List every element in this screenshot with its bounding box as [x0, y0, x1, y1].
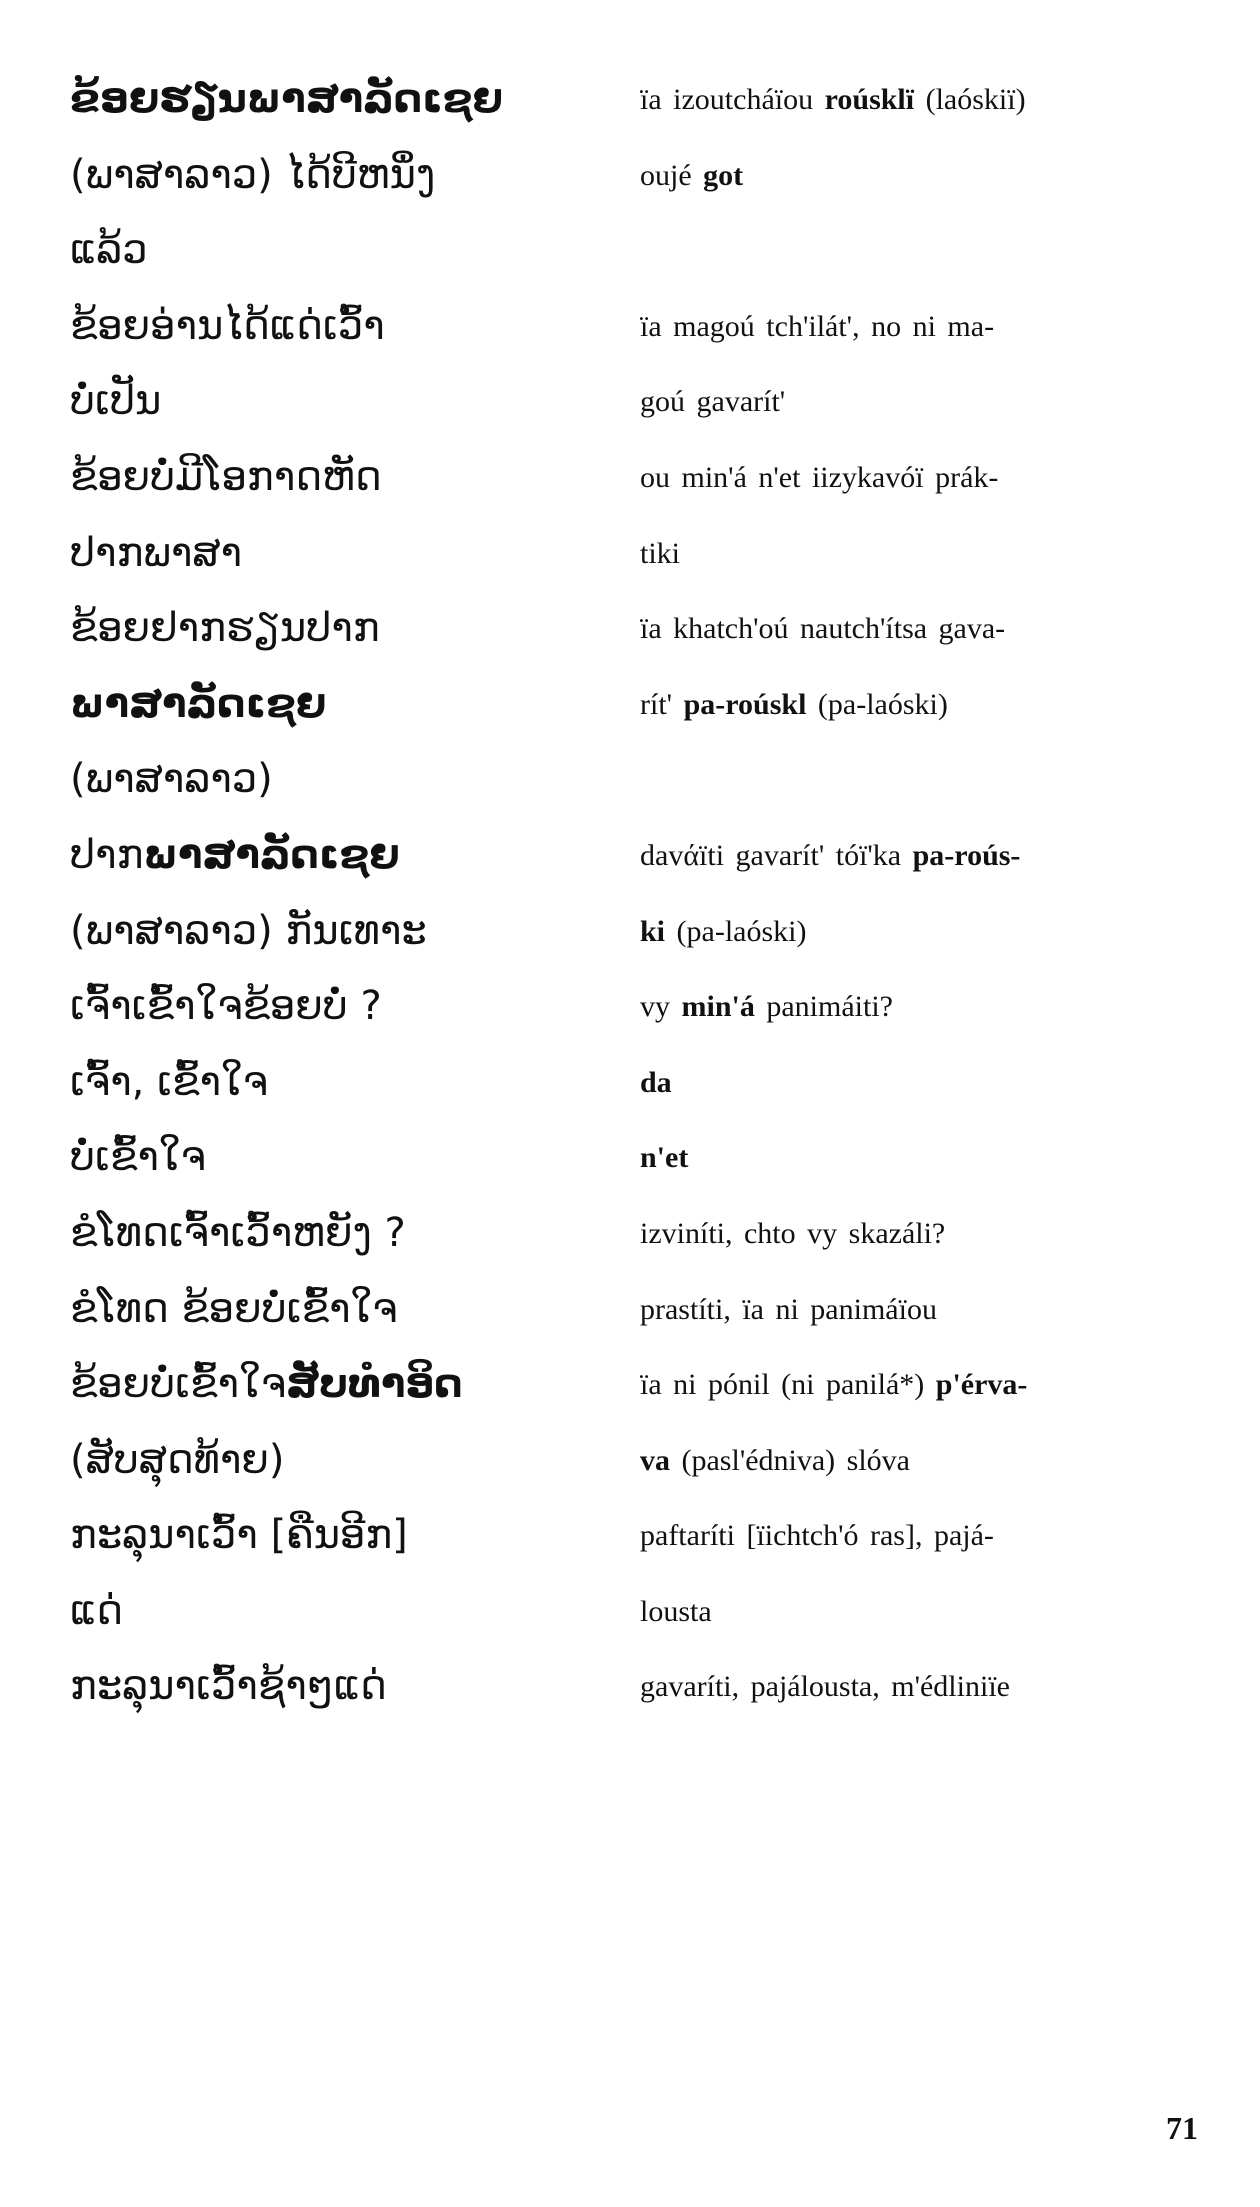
bold-segment: p'érva- [935, 1368, 1028, 1402]
lao-phrase [70, 1120, 600, 1195]
text-segment: ປາກພາສາ [70, 529, 243, 576]
transliteration [640, 1045, 1200, 1120]
phrase-row [0, 1347, 1260, 1423]
transliteration [640, 1347, 1200, 1422]
text-segment: ຂ້ອຍອ່ານໄດ້ແດ່ເວົ້າ [70, 302, 385, 349]
lao-phrase [70, 1272, 600, 1347]
text-segment: oujé [640, 158, 704, 192]
phrase-list [0, 62, 1260, 1725]
lao-phrase [70, 440, 600, 515]
text-segment: ïa ni pónil (ni panilá*) [640, 1368, 936, 1402]
text-segment: (ພາສາລາວ) [70, 756, 273, 803]
lao-phrase [70, 213, 600, 288]
lao-phrase [70, 894, 600, 969]
phrase-row [0, 364, 1260, 440]
text-segment: goú gavarít' [640, 385, 786, 419]
transliteration [640, 1574, 1200, 1649]
phrase-row [0, 742, 1260, 818]
text-segment: ïa izoutcháïou [640, 83, 825, 116]
text-segment: ບໍ່ເຂົ້າໃຈ [70, 1134, 206, 1181]
lao-phrase [70, 1498, 600, 1573]
phrase-row [0, 667, 1260, 743]
phrase-row [0, 440, 1260, 516]
phrase-row [0, 62, 1260, 138]
lao-phrase [70, 289, 600, 364]
bold-segment: roúsklï [824, 83, 915, 116]
lao-phrase [70, 138, 600, 213]
text-segment: prastíti, ïa ni panimáïou [640, 1292, 937, 1326]
text-segment: ບໍ່ເປັນ [70, 378, 162, 425]
transliteration [640, 1196, 1200, 1271]
bold-segment: ຂ້ອຍຮຽນພາສາລັດເຊຍ [70, 76, 503, 122]
transliteration [640, 289, 1200, 364]
lao-phrase [70, 62, 600, 137]
text-segment: ຂ້ອຍບໍ່ມີໂອກາດຫັດ [70, 453, 382, 500]
text-segment: ïa magoú tch'ilát', no ni ma- [640, 309, 995, 343]
lao-phrase [70, 742, 600, 817]
transliteration [640, 516, 1200, 591]
bold-segment: ສັບທໍາອິດ [286, 1361, 463, 1408]
text-segment: (laóskiï) [914, 83, 1026, 116]
text-segment: (ພາສາລາວ) ກັນເທາະ [70, 907, 427, 954]
text-segment: ປາກ [70, 831, 144, 878]
lao-phrase [70, 1347, 600, 1422]
transliteration [640, 364, 1200, 439]
lao-phrase [70, 1649, 600, 1724]
transliteration [640, 440, 1200, 515]
transliteration [640, 1272, 1200, 1347]
phrase-row [0, 516, 1260, 592]
text-segment: panimáiti? [754, 990, 893, 1024]
bold-segment: min'á [681, 990, 755, 1024]
lao-phrase [70, 591, 600, 666]
phrase-row [0, 1045, 1260, 1121]
text-segment: ແລ້ວ [70, 227, 148, 274]
text-segment: ïa khatch'oú nautch'ítsa gava- [640, 612, 1006, 646]
text-segment: tiki [640, 536, 681, 570]
bold-segment: ki [640, 914, 666, 948]
bold-segment: ພາສາລັດເຊຍ [143, 831, 400, 878]
transliteration [640, 818, 1200, 893]
lao-phrase [70, 818, 600, 893]
lao-phrase [70, 516, 600, 591]
text-segment: lousta [640, 1594, 712, 1628]
lao-phrase [70, 364, 600, 439]
text-segment: rít' [640, 687, 684, 721]
text-segment: (pa-laóski) [665, 914, 807, 948]
transliteration [640, 1423, 1200, 1498]
text-segment: (pa-laóski) [806, 687, 948, 721]
page-number: 71 [1166, 2110, 1198, 2146]
text-segment: (ສັບສຸດທ້າຍ) [70, 1436, 285, 1483]
phrase-row [0, 1498, 1260, 1574]
text-segment: (pasl'édniva) slóva [670, 1443, 911, 1477]
text-segment: vy [640, 990, 682, 1024]
text-segment: ກະລຸນາເວົ້າຊ້າໆແດ່ [70, 1663, 387, 1710]
lao-phrase [70, 1196, 600, 1271]
text-segment: ຂໍໂທດ ຂ້ອຍບໍ່ເຂົ້າໃຈ [70, 1285, 398, 1332]
phrase-row [0, 1574, 1260, 1650]
bold-segment: got [703, 158, 744, 192]
bold-segment: ພາສາລັດເຊຍ [70, 680, 327, 727]
text-segment: gavaríti, pajálousta, m'édliniïe [640, 1670, 1010, 1704]
text-segment: ຂ້ອຍບໍ່ເຂົ້າໃຈ [70, 1361, 287, 1408]
text-segment: ເຈົ້າ, ເຂົ້າໃຈ [70, 1058, 269, 1105]
phrase-row [0, 969, 1260, 1045]
text-segment: ເຈົ້າເຂົ້າໃຈຂ້ອຍບໍ່ ? [70, 983, 382, 1030]
transliteration [640, 894, 1200, 969]
phrase-row [0, 894, 1260, 970]
lao-phrase [70, 1574, 600, 1649]
bold-segment: pa-roús- [912, 838, 1021, 872]
transliteration [640, 969, 1200, 1044]
transliteration [640, 138, 1200, 213]
bold-segment: da [640, 1065, 672, 1099]
phrase-row [0, 289, 1260, 365]
transliteration [640, 62, 1200, 137]
phrase-row [0, 591, 1260, 667]
phrase-row [0, 1196, 1260, 1272]
transliteration [640, 667, 1200, 742]
text-segment: ກະລຸນາເວົ້າ [ຄືນອີກ] [70, 1512, 408, 1559]
text-segment: izviníti, chto vy skazáli? [640, 1216, 946, 1250]
lao-phrase [70, 1045, 600, 1120]
text-segment: ຂ້ອຍຢາກຮຽນປາກ [70, 605, 380, 652]
lao-phrase [70, 667, 600, 742]
text-segment: ຂໍໂທດເຈົ້າເວົ້າຫຍັງ ? [70, 1209, 406, 1256]
phrase-row [0, 1649, 1260, 1725]
phrase-row [0, 818, 1260, 894]
phrase-row [0, 1423, 1260, 1499]
phrase-row [0, 1120, 1260, 1196]
text-segment: davάïti gavarít' tóï'ka [640, 838, 913, 872]
lao-phrase [70, 969, 600, 1044]
transliteration [640, 591, 1200, 666]
phrase-row [0, 138, 1260, 214]
bold-segment: va [640, 1443, 670, 1477]
text-segment: paftaríti [ïichtch'ó ras], pajá- [640, 1519, 994, 1553]
phrase-row [0, 1272, 1260, 1348]
bold-segment: n'et [640, 1141, 689, 1175]
bold-segment: pa-roúskl [683, 687, 807, 721]
text-segment: ou min'á n'et iizykavóï prák- [640, 460, 999, 494]
phrase-row [0, 213, 1260, 289]
text-segment: ແດ່ [70, 1587, 124, 1634]
transliteration [640, 1649, 1200, 1724]
transliteration [640, 1498, 1200, 1573]
transliteration [640, 1120, 1200, 1195]
lao-phrase [70, 1423, 600, 1498]
text-segment: (ພາສາລາວ) ໄດ້ບີຫນຶ່ງ [70, 151, 436, 198]
